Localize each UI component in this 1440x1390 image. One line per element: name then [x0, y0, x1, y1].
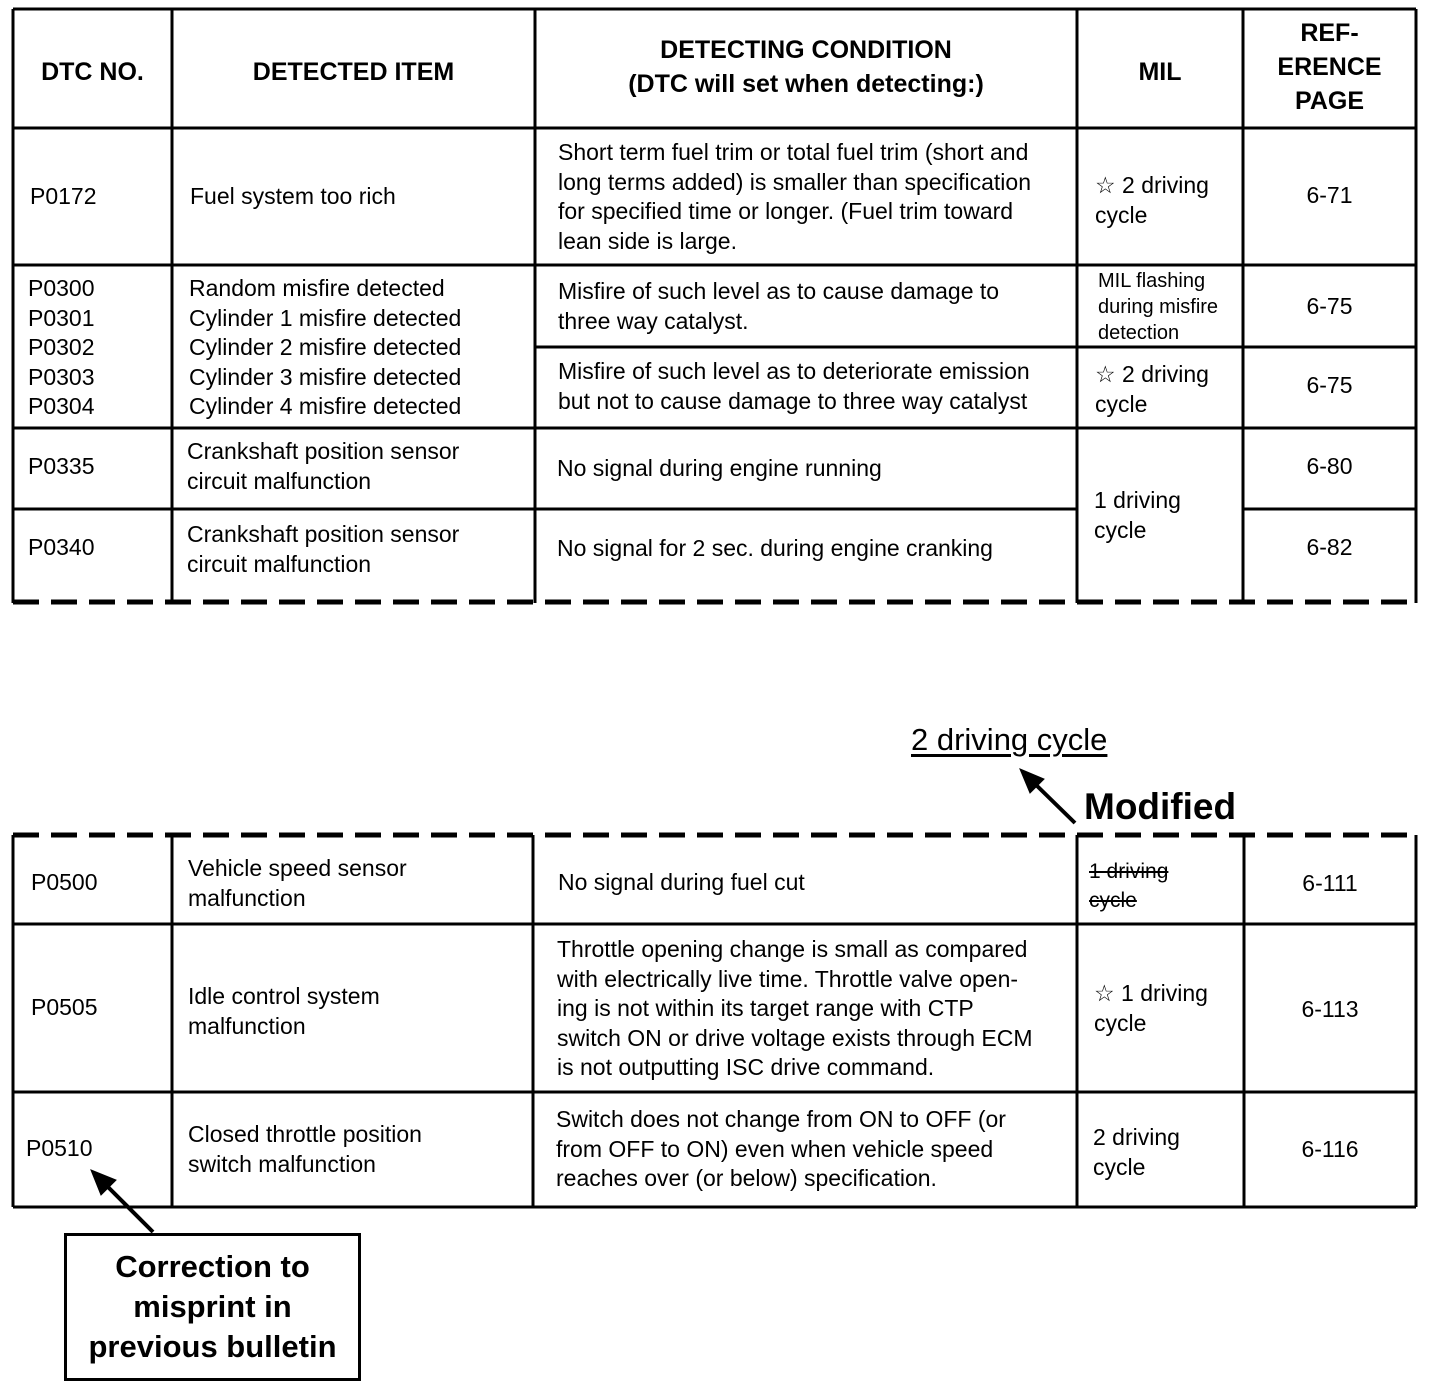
dtc-code: P0335 — [28, 453, 95, 479]
correction-arrow — [91, 1170, 153, 1232]
detected-item: Crankshaft position sensor circuit malfunction — [187, 521, 460, 577]
dtc-code: P0505 — [31, 994, 98, 1020]
reference-page: 6-75 — [1306, 293, 1353, 319]
mil-value: ☆ 2 driving cycle — [1095, 172, 1209, 228]
dtc-code: P0340 — [28, 534, 95, 560]
reference-page: 6-111 — [1302, 870, 1358, 896]
dtc-code: P0500 — [31, 869, 98, 895]
detecting-condition: Short term fuel trim or total fuel trim (short and long terms added) is smaller than specification for specified time or longer. (Fuel trim toward lean side is large. — [558, 139, 1032, 254]
detecting-condition: No signal during engine running — [557, 455, 882, 481]
detected-item: Crankshaft position sensor circuit malfunction — [187, 438, 460, 494]
header-detecting-condition: DETECTING CONDITION (DTC will set when detecting:) — [628, 36, 984, 98]
mil-value: ☆ 1 driving cycle — [1094, 980, 1208, 1036]
dtc-code: P0510 — [26, 1135, 93, 1161]
modified-label: Modified — [1084, 786, 1237, 827]
detecting-condition: Misfire of such level as to deteriorate emission but not to cause damage to three way catalyst — [558, 358, 1030, 414]
mil-value: MIL flashing during misfire detection — [1098, 270, 1219, 344]
mil-value: ☆ 2 driving cycle — [1095, 361, 1209, 417]
detected-item: Fuel system too rich — [190, 183, 396, 209]
detected-item: Vehicle speed sensor malfunction — [188, 855, 407, 911]
header-reference-page: REF- ERENCE PAGE — [1277, 19, 1382, 115]
reference-page: 6-82 — [1306, 534, 1353, 560]
mil-value-struck: 1 driving cycle — [1089, 860, 1169, 912]
header-dtc-no: DTC NO. — [41, 58, 144, 86]
detected-item: Idle control system malfunction — [188, 983, 380, 1039]
detecting-condition: No signal for 2 sec. during engine cranking — [557, 535, 993, 561]
dtc-code: P0172 — [30, 183, 97, 209]
reference-page: 6-116 — [1301, 1136, 1359, 1162]
detected-item: Closed throttle position switch malfunction — [188, 1121, 422, 1177]
detected-item-group: Random misfire detected Cylinder 1 misfire detected Cylinder 2 misfire detected Cylinder 3 misfire detected Cylinder 4 misfire detected — [189, 275, 462, 419]
reference-page: 6-75 — [1306, 372, 1353, 398]
detecting-condition: Switch does not change from ON to OFF (or from OFF to ON) even when vehicle speed reaches over (or below) specification. — [556, 1106, 1006, 1191]
correction-note-box: Correction to misprint in previous bulletin — [64, 1233, 361, 1381]
reference-page: 6-113 — [1301, 996, 1359, 1022]
detecting-condition: Misfire of such level as to cause damage to three way catalyst. — [558, 278, 1000, 334]
reference-page: 6-71 — [1306, 182, 1353, 208]
reference-page: 6-80 — [1306, 453, 1353, 479]
mil-value: 2 driving cycle — [1093, 1124, 1180, 1180]
header-detected-item: DETECTED ITEM — [252, 58, 455, 86]
detecting-condition: Throttle opening change is small as compared with electrically live time. Throttle valve open- ing is not within its target range with CTP switch ON or drive voltage exists through ECM is not outputting ISC drive command. — [557, 936, 1033, 1080]
detecting-condition: No signal during fuel cut — [558, 869, 805, 895]
mil-value-shared: 1 driving cycle — [1094, 487, 1181, 543]
modified-arrow — [1020, 769, 1075, 823]
header-mil: MIL — [1138, 58, 1182, 86]
dtc-code-group: P0300 P0301 P0302 P0303 P0304 — [28, 275, 95, 419]
new-mil-note: 2 driving cycle — [911, 722, 1108, 757]
